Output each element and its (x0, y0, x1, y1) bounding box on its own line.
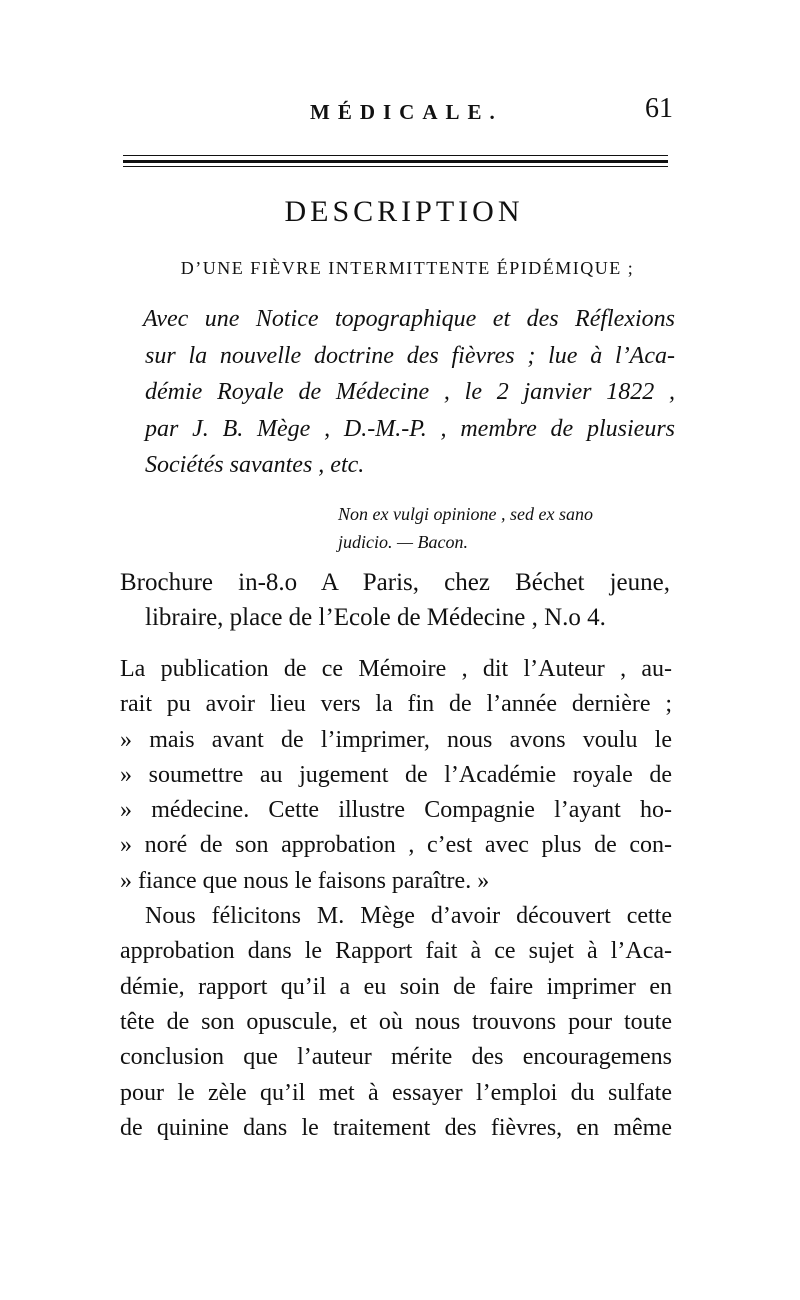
article-description (145, 301, 675, 484)
body-line: rait pu avoir lieu vers la fin de l’année dernière ; (120, 691, 672, 718)
article-title: DESCRIPTION (284, 195, 524, 228)
header-rule-bottom (123, 166, 668, 167)
body-line: » médecine. Cette illustre Compagnie l’ayant ho- (120, 797, 672, 824)
body-line: Nous félicitons M. Mège d’avoir découvert cette (145, 903, 672, 930)
body-line: » fiance que nous le faisons paraître. » (120, 867, 490, 894)
epigraph-line: Non ex vulgi opinione , sed ex sano (338, 504, 593, 524)
body-line: » soumettre au jugement de l’Académie royale de (120, 761, 672, 788)
header-rule-thick (123, 160, 668, 163)
article-subtitle: D’UNE FIÈVRE INTERMITTENTE ÉPIDÉMIQUE ; (180, 258, 635, 278)
description-line: démie Royale de Médecine , le 2 janvier 1822 , (145, 379, 675, 405)
body-line: approbation dans le Rapport fait à ce sujet à l’Aca- (120, 938, 672, 965)
description-line: Avec une Notice topographique et des Réflexions (143, 306, 675, 332)
body-line: tête de son opuscule, et où nous trouvons pour toute (120, 1008, 672, 1035)
description-line: sur la nouvelle doctrine des fièvres ; lue à l’Aca- (145, 342, 675, 369)
description-line: Sociétés savantes , etc. (145, 452, 365, 478)
body-text (120, 652, 672, 1146)
body-line: conclusion que l’auteur mérite des encouragemens (120, 1044, 672, 1071)
publication-line: libraire, place de l’Ecole de Médecine , N.o 4. (145, 604, 606, 631)
epigraph (338, 500, 648, 556)
body-line: La publication de ce Mémoire , dit l’Auteur , au- (120, 656, 672, 682)
publication-info (120, 565, 670, 635)
body-line: » mais avant de l’imprimer, nous avons voulu le (120, 726, 672, 753)
description-line: par J. B. Mège , D.-M.-P. , membre de plusieurs (145, 415, 675, 442)
running-header: MÉDICALE. (310, 100, 503, 124)
header-rule-top (123, 155, 668, 156)
body-line: de quinine dans le traitement des fièvres, en même (120, 1114, 672, 1141)
page-number: 61 (645, 93, 673, 124)
publication-line: Brochure in-8.o A Paris, chez Béchet jeune, (120, 569, 670, 596)
body-line: pour le zèle qu’il met à essayer l’emploi du sulfate (120, 1079, 672, 1106)
body-line: démie, rapport qu’il a eu soin de faire imprimer en (120, 973, 672, 1000)
epigraph-line: judicio. — Bacon. (338, 532, 468, 552)
body-line: » noré de son approbation , c’est avec plus de con- (120, 832, 672, 859)
